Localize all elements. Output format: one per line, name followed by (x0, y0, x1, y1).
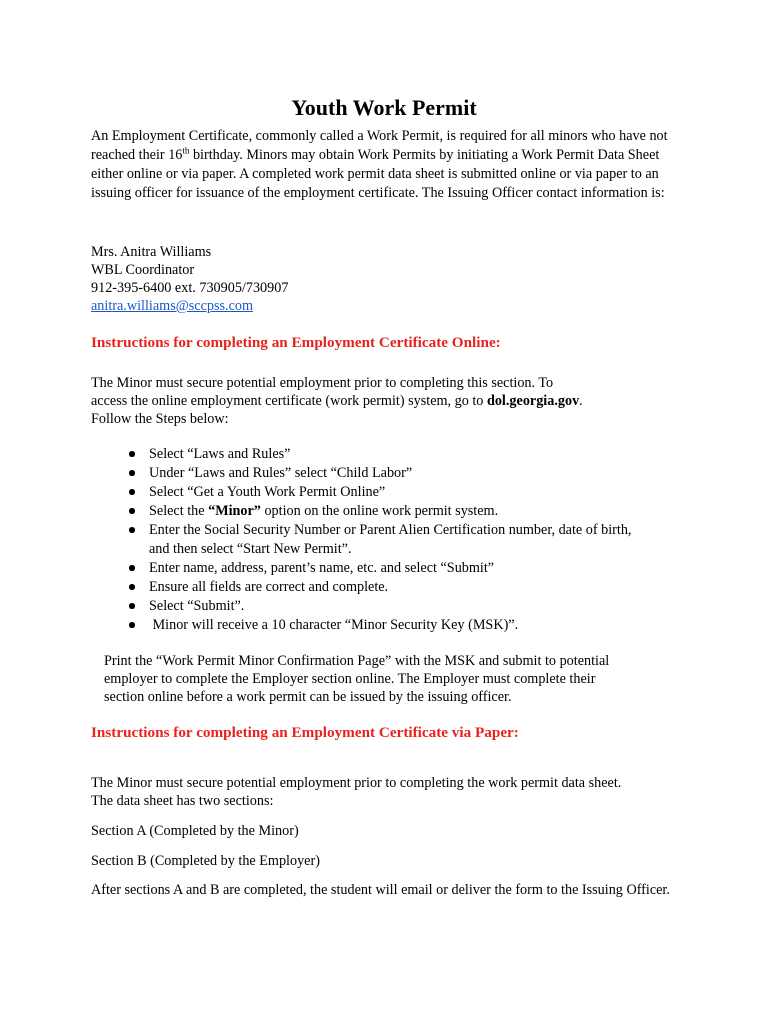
step-text: Select “Get a Youth Work Permit Online” (149, 484, 386, 500)
step-text: Ensure all fields are correct and complete. (149, 579, 389, 595)
bullet-icon (129, 508, 135, 514)
paper-after-paragraph: After sections A and B are completed, the student will email or deliver the form to the Issuing Officer. (91, 882, 670, 898)
step-text: Enter name, address, parent’s name, etc. and select “Submit” (149, 560, 495, 576)
step-text-end: option on the online work permit system. (260, 503, 499, 519)
step-item (91, 559, 639, 578)
section-b-label (91, 852, 691, 870)
print-note-line: Print the “Work Permit Minor Confirmation Page” with the MSK and submit to potential (104, 653, 610, 669)
step-item (91, 464, 639, 483)
bullet-icon (129, 584, 135, 590)
online-intro-line-2-end: . (579, 393, 583, 409)
paper-intro-line: The Minor must secure potential employment prior to completing the work permit data sheet. (91, 775, 622, 791)
contact-role: WBL Coordinator (91, 262, 195, 278)
step-item (91, 578, 639, 597)
bullet-icon (129, 603, 135, 609)
step-item (91, 483, 639, 502)
contact-phone: 912-395-6400 ext. 730905/730907 (91, 280, 289, 296)
step-text: Under “Laws and Rules” select “Child Labor” (149, 465, 413, 481)
intro-text-start: An Employment Certificate, commonly called a Work Permit, is required for all minors who have not reached their 16 (91, 128, 668, 163)
contact-email-link[interactable]: anitra.williams@sccpss.com (91, 298, 253, 314)
step-text-start: Select the (149, 503, 209, 519)
step-item (91, 521, 639, 559)
section-b-text: Section B (Completed by the Employer) (91, 853, 320, 869)
print-note-line: section online before a work permit can be issued by the issuing officer. (104, 689, 512, 705)
bullet-icon (129, 565, 135, 571)
step-item (91, 502, 639, 521)
paper-intro (91, 774, 691, 810)
print-note-line: employer to complete the Employer section online. The Employer must complete their (104, 671, 596, 687)
online-intro-line-3: Follow the Steps below: (91, 411, 229, 427)
intro-paragraph (91, 127, 691, 203)
minor-option-label: “Minor” (208, 503, 261, 519)
paper-instructions-heading: Instructions for completing an Employment Certificate via Paper: (91, 724, 519, 741)
contact-name: Mrs. Anitra Williams (91, 244, 212, 260)
online-intro-line-2 (91, 392, 691, 410)
online-intro (91, 374, 691, 428)
step-text: Minor will receive a 10 character “Minor Security Key (MSK)”. (149, 617, 519, 633)
online-intro-line-2-text: access the online employment certificate (work permit) system, go to (91, 393, 487, 409)
contact-block (91, 243, 691, 315)
step-text: Select “Laws and Rules” (149, 446, 291, 462)
step-item (91, 445, 639, 464)
step-text: Enter the Social Security Number or Parent Alien Certification number, date of birth, and then select “Start New Permit”. (149, 522, 632, 557)
print-note (104, 652, 609, 706)
step-item (91, 597, 639, 616)
page-title: Youth Work Permit (291, 95, 477, 120)
step-text: Select “Submit”. (149, 598, 245, 614)
bullet-icon (129, 451, 135, 457)
ordinal-suffix: th (182, 145, 190, 156)
bullet-icon (129, 622, 135, 628)
section-a-label (91, 822, 691, 840)
section-a-text: Section A (Completed by the Minor) (91, 823, 299, 839)
step-item (91, 616, 639, 635)
dol-website-link[interactable]: dol.georgia.gov (486, 393, 580, 409)
bullet-icon (129, 527, 135, 533)
bullet-icon (129, 470, 135, 476)
paper-intro-line: The data sheet has two sections: (91, 793, 274, 809)
bullet-icon (129, 489, 135, 495)
online-instructions-heading: Instructions for completing an Employment Certificate Online: (91, 334, 501, 351)
online-steps-list (91, 445, 639, 635)
intro-text-rest: birthday. Minors may obtain Work Permits by initiating a Work Permit Data Sheet either online or via paper. A completed work permit data sheet is submitted online or via paper to an issuing officer for issuance of the employment certificate. The Issuing Officer contact information is: (91, 147, 665, 201)
online-intro-line-1: The Minor must secure potential employment prior to completing this section. To (91, 375, 554, 391)
